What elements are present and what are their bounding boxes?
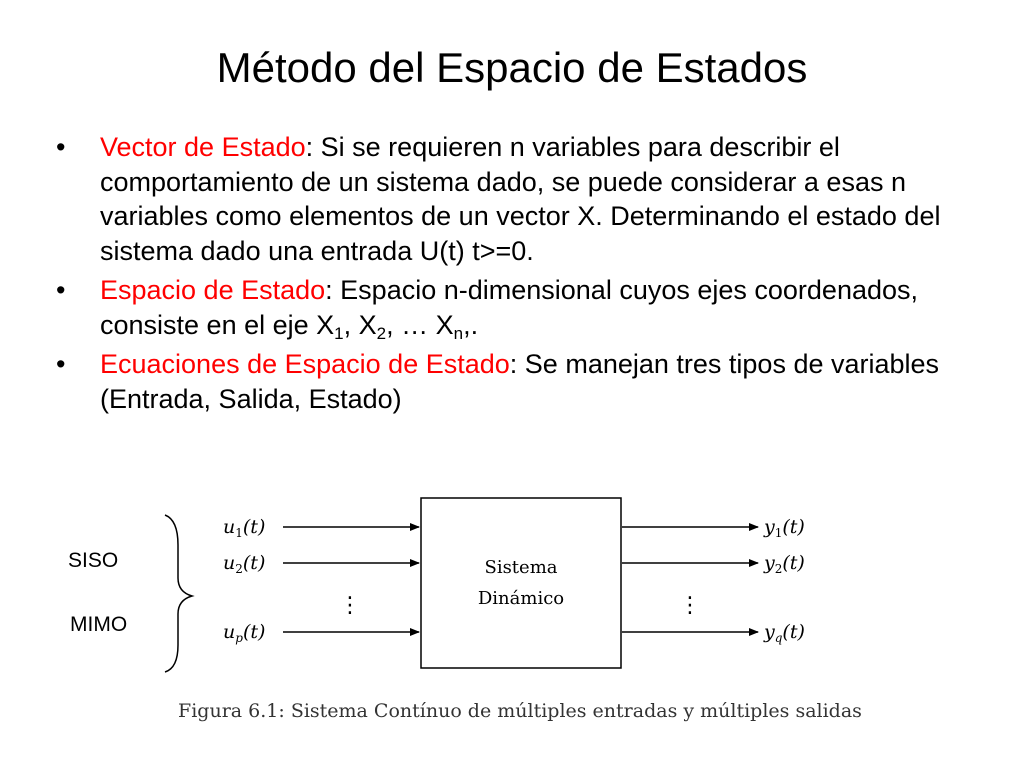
bullet-text: Si se requieren n variables para describir el comportamiento de un sistema dado, se puede considerar a esas n variables como elementos de un vector X. Determinando el estado del sistema dado una entrada U(t) t>=0.: [100, 132, 941, 266]
term-separator: :: [509, 349, 525, 379]
input-ellipsis: ⋮: [339, 593, 361, 618]
slide-title: Método del Espacio de Estados: [216, 44, 808, 91]
subscript: 1: [334, 323, 344, 343]
input-label-2: $u_2(t)$: [223, 552, 266, 576]
term-ecuaciones: Ecuaciones de Espacio de Estado: [100, 349, 510, 379]
mimo-label: MIMO: [70, 613, 128, 636]
term-separator: :: [325, 275, 341, 305]
input-label-1: $u_1(t)$: [223, 516, 266, 540]
term-espacio-estado: Espacio de Estado: [100, 275, 326, 305]
box-label-line1: Sistema: [484, 557, 558, 578]
output-label-1: $y_1(t)$: [764, 516, 805, 540]
brace: [165, 515, 192, 672]
input-label-p: $u_p(t)$: [223, 621, 266, 645]
bullet-text: Se manejan tres tipos de variables (Entrada, Salida, Estado): [100, 349, 940, 414]
output-label-2: $y_2(t)$: [764, 552, 805, 576]
output-label-q: $y_q(t)$: [764, 621, 805, 645]
output-ellipsis: ⋮: [679, 593, 701, 618]
term-separator: :: [305, 132, 321, 162]
term-vector-estado: Vector de Estado: [100, 132, 306, 162]
system-box: [421, 498, 621, 668]
subscript: n: [453, 323, 464, 343]
bullet-text: , … X: [386, 309, 454, 340]
bullet-marker: •: [56, 132, 66, 162]
bullet-marker: •: [56, 349, 66, 379]
bullet-text: , X: [343, 309, 377, 340]
bullet-marker: •: [56, 275, 66, 305]
bullet-text: ,.: [463, 309, 479, 340]
subscript: 2: [376, 323, 387, 343]
box-label-line2: Dinámico: [477, 588, 565, 609]
siso-label: SISO: [68, 549, 119, 572]
figure-caption: Figura 6.1: Sistema Contínuo de múltiples entradas y múltiples salidas: [178, 700, 862, 722]
bullet-text: Espacio n-dimensional cuyos ejes coordenados, consiste en el eje X: [100, 275, 919, 340]
